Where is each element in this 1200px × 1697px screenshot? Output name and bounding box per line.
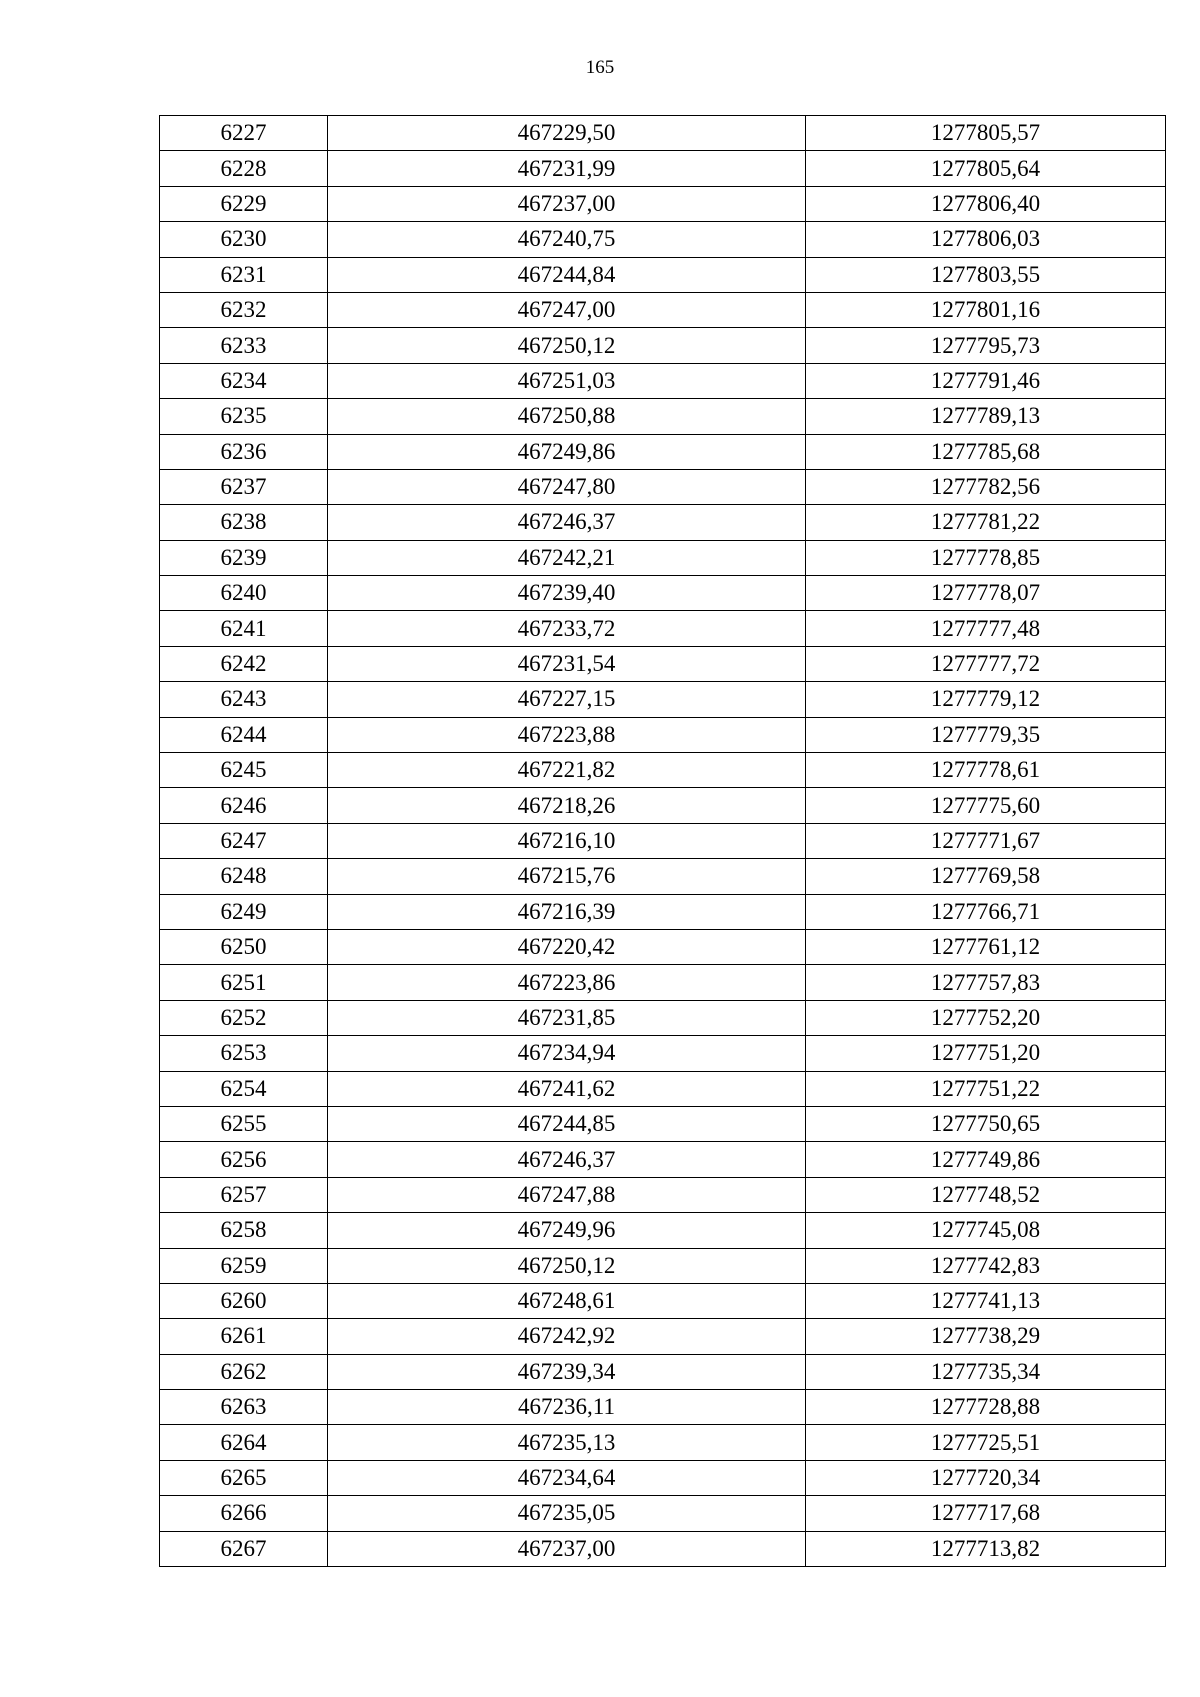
point-number-cell: 6227 [160,116,328,151]
point-number-cell: 6260 [160,1283,328,1318]
table-row [160,1036,1166,1071]
x-coordinate-cell: 467231,99 [328,151,806,186]
x-coordinate-cell: 467239,40 [328,576,806,611]
y-coordinate-cell: 1277781,22 [806,505,1166,540]
point-number-cell: 6233 [160,328,328,363]
table-row [160,1283,1166,1318]
y-coordinate-cell: 1277775,60 [806,788,1166,823]
x-coordinate-cell: 467223,88 [328,717,806,752]
point-number-cell: 6241 [160,611,328,646]
point-number-cell: 6252 [160,1000,328,1035]
y-coordinate-cell: 1277738,29 [806,1319,1166,1354]
x-coordinate-cell: 467247,00 [328,292,806,327]
table-row [160,1248,1166,1283]
point-number-cell: 6232 [160,292,328,327]
point-number-cell: 6263 [160,1390,328,1425]
table-row [160,540,1166,575]
point-number-cell: 6248 [160,859,328,894]
table-row [160,1425,1166,1460]
point-number-cell: 6244 [160,717,328,752]
y-coordinate-cell: 1277778,85 [806,540,1166,575]
point-number-cell: 6240 [160,576,328,611]
y-coordinate-cell: 1277777,48 [806,611,1166,646]
table-row [160,116,1166,151]
table-row [160,469,1166,504]
point-number-cell: 6236 [160,434,328,469]
y-coordinate-cell: 1277757,83 [806,965,1166,1000]
x-coordinate-cell: 467250,88 [328,399,806,434]
x-coordinate-cell: 467234,94 [328,1036,806,1071]
y-coordinate-cell: 1277749,86 [806,1142,1166,1177]
y-coordinate-cell: 1277761,12 [806,929,1166,964]
x-coordinate-cell: 467250,12 [328,1248,806,1283]
point-number-cell: 6258 [160,1213,328,1248]
point-number-cell: 6246 [160,788,328,823]
y-coordinate-cell: 1277782,56 [806,469,1166,504]
y-coordinate-cell: 1277735,34 [806,1354,1166,1389]
table-row [160,1142,1166,1177]
x-coordinate-cell: 467229,50 [328,116,806,151]
y-coordinate-cell: 1277752,20 [806,1000,1166,1035]
y-coordinate-cell: 1277791,46 [806,363,1166,398]
point-number-cell: 6264 [160,1425,328,1460]
y-coordinate-cell: 1277789,13 [806,399,1166,434]
x-coordinate-cell: 467251,03 [328,363,806,398]
x-coordinate-cell: 467235,05 [328,1496,806,1531]
point-number-cell: 6267 [160,1531,328,1566]
table-row [160,1106,1166,1141]
point-number-cell: 6237 [160,469,328,504]
x-coordinate-cell: 467242,21 [328,540,806,575]
coordinates-table-body [160,116,1166,1567]
x-coordinate-cell: 467231,85 [328,1000,806,1035]
point-number-cell: 6228 [160,151,328,186]
x-coordinate-cell: 467247,80 [328,469,806,504]
table-row [160,1000,1166,1035]
y-coordinate-cell: 1277769,58 [806,859,1166,894]
table-row [160,399,1166,434]
table-row [160,186,1166,221]
point-number-cell: 6255 [160,1106,328,1141]
table-row [160,576,1166,611]
y-coordinate-cell: 1277766,71 [806,894,1166,929]
x-coordinate-cell: 467246,37 [328,505,806,540]
table-row [160,682,1166,717]
table-row [160,717,1166,752]
y-coordinate-cell: 1277751,20 [806,1036,1166,1071]
point-number-cell: 6242 [160,646,328,681]
point-number-cell: 6243 [160,682,328,717]
table-row [160,292,1166,327]
table-row [160,965,1166,1000]
y-coordinate-cell: 1277778,07 [806,576,1166,611]
point-number-cell: 6257 [160,1177,328,1212]
y-coordinate-cell: 1277771,67 [806,823,1166,858]
table-row [160,929,1166,964]
x-coordinate-cell: 467227,15 [328,682,806,717]
y-coordinate-cell: 1277779,12 [806,682,1166,717]
table-row [160,859,1166,894]
y-coordinate-cell: 1277803,55 [806,257,1166,292]
point-number-cell: 6253 [160,1036,328,1071]
y-coordinate-cell: 1277795,73 [806,328,1166,363]
x-coordinate-cell: 467220,42 [328,929,806,964]
point-number-cell: 6259 [160,1248,328,1283]
x-coordinate-cell: 467237,00 [328,1531,806,1566]
table-row [160,894,1166,929]
point-number-cell: 6235 [160,399,328,434]
point-number-cell: 6245 [160,753,328,788]
y-coordinate-cell: 1277728,88 [806,1390,1166,1425]
table-row [160,823,1166,858]
point-number-cell: 6247 [160,823,328,858]
x-coordinate-cell: 467221,82 [328,753,806,788]
table-row [160,505,1166,540]
table-row [160,363,1166,398]
y-coordinate-cell: 1277801,16 [806,292,1166,327]
table-row [160,753,1166,788]
table-row [160,1177,1166,1212]
x-coordinate-cell: 467244,85 [328,1106,806,1141]
x-coordinate-cell: 467239,34 [328,1354,806,1389]
point-number-cell: 6238 [160,505,328,540]
table-row [160,1319,1166,1354]
point-number-cell: 6262 [160,1354,328,1389]
table-row [160,1531,1166,1566]
point-number-cell: 6261 [160,1319,328,1354]
y-coordinate-cell: 1277805,57 [806,116,1166,151]
x-coordinate-cell: 467223,86 [328,965,806,1000]
table-row [160,434,1166,469]
x-coordinate-cell: 467241,62 [328,1071,806,1106]
table-row [160,1390,1166,1425]
y-coordinate-cell: 1277750,65 [806,1106,1166,1141]
x-coordinate-cell: 467242,92 [328,1319,806,1354]
x-coordinate-cell: 467246,37 [328,1142,806,1177]
y-coordinate-cell: 1277806,03 [806,222,1166,257]
table-row [160,788,1166,823]
x-coordinate-cell: 467215,76 [328,859,806,894]
y-coordinate-cell: 1277745,08 [806,1213,1166,1248]
x-coordinate-cell: 467249,96 [328,1213,806,1248]
x-coordinate-cell: 467237,00 [328,186,806,221]
x-coordinate-cell: 467231,54 [328,646,806,681]
point-number-cell: 6239 [160,540,328,575]
point-number-cell: 6234 [160,363,328,398]
table-row [160,1496,1166,1531]
point-number-cell: 6251 [160,965,328,1000]
y-coordinate-cell: 1277751,22 [806,1071,1166,1106]
y-coordinate-cell: 1277720,34 [806,1460,1166,1495]
x-coordinate-cell: 467218,26 [328,788,806,823]
point-number-cell: 6266 [160,1496,328,1531]
x-coordinate-cell: 467249,86 [328,434,806,469]
x-coordinate-cell: 467244,84 [328,257,806,292]
x-coordinate-cell: 467236,11 [328,1390,806,1425]
page-number: 165 [585,57,615,78]
table-row [160,151,1166,186]
y-coordinate-cell: 1277805,64 [806,151,1166,186]
y-coordinate-cell: 1277778,61 [806,753,1166,788]
y-coordinate-cell: 1277713,82 [806,1531,1166,1566]
y-coordinate-cell: 1277741,13 [806,1283,1166,1318]
point-number-cell: 6229 [160,186,328,221]
table-row [160,257,1166,292]
y-coordinate-cell: 1277725,51 [806,1425,1166,1460]
y-coordinate-cell: 1277806,40 [806,186,1166,221]
table-row [160,1213,1166,1248]
table-row [160,222,1166,257]
point-number-cell: 6265 [160,1460,328,1495]
x-coordinate-cell: 467216,39 [328,894,806,929]
point-number-cell: 6231 [160,257,328,292]
y-coordinate-cell: 1277748,52 [806,1177,1166,1212]
x-coordinate-cell: 467248,61 [328,1283,806,1318]
y-coordinate-cell: 1277717,68 [806,1496,1166,1531]
y-coordinate-cell: 1277742,83 [806,1248,1166,1283]
x-coordinate-cell: 467247,88 [328,1177,806,1212]
x-coordinate-cell: 467250,12 [328,328,806,363]
table-row [160,1460,1166,1495]
table-row [160,328,1166,363]
table-row [160,1354,1166,1389]
y-coordinate-cell: 1277785,68 [806,434,1166,469]
table-row [160,1071,1166,1106]
point-number-cell: 6256 [160,1142,328,1177]
point-number-cell: 6254 [160,1071,328,1106]
table-row [160,611,1166,646]
y-coordinate-cell: 1277777,72 [806,646,1166,681]
table-row [160,646,1166,681]
x-coordinate-cell: 467216,10 [328,823,806,858]
point-number-cell: 6249 [160,894,328,929]
x-coordinate-cell: 467240,75 [328,222,806,257]
x-coordinate-cell: 467235,13 [328,1425,806,1460]
point-number-cell: 6250 [160,929,328,964]
y-coordinate-cell: 1277779,35 [806,717,1166,752]
coordinates-table [159,115,1166,1567]
x-coordinate-cell: 467234,64 [328,1460,806,1495]
x-coordinate-cell: 467233,72 [328,611,806,646]
point-number-cell: 6230 [160,222,328,257]
